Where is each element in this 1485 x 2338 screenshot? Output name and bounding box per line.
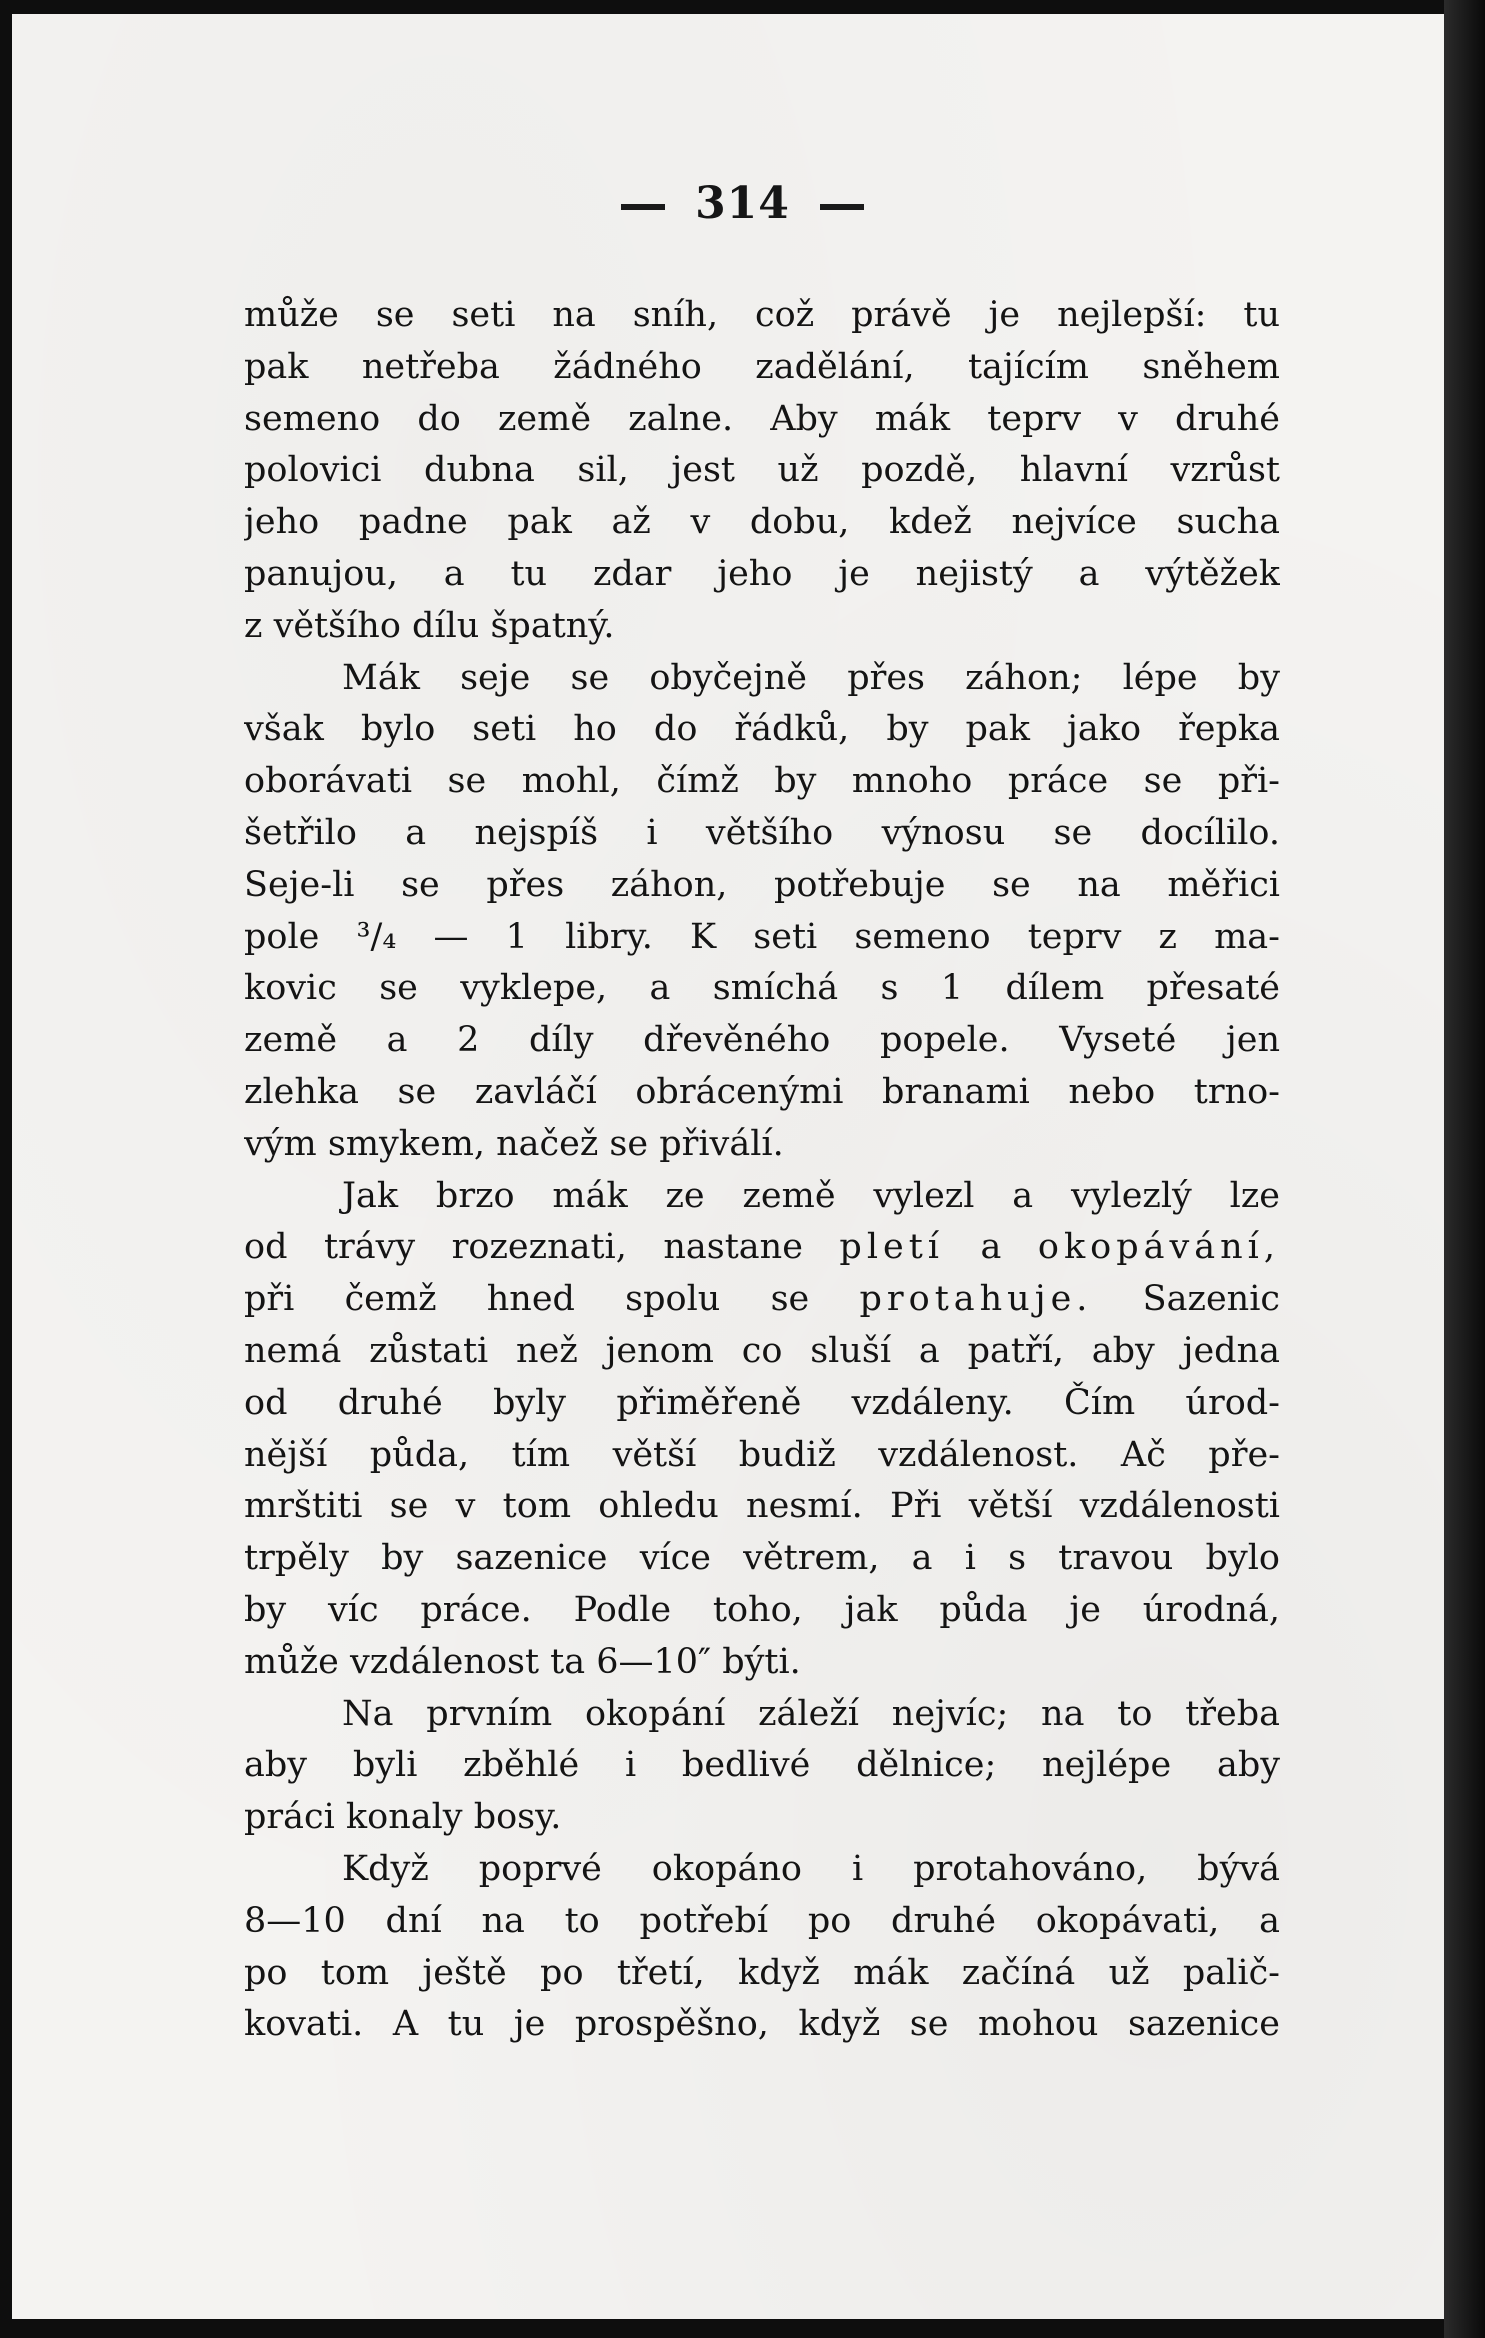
emphasized-term: okopávání, — [1037, 1227, 1280, 1268]
text-line: 8—10 dní na to potřebí po druhé okopávati, a — [244, 1900, 1280, 1941]
text-line: Když poprvé okopáno i protahováno, bývá — [342, 1848, 1280, 1889]
text-line: polovici dubna sil, jest už pozdě, hlavní vzrůst — [244, 450, 1280, 491]
text-line — [244, 1222, 1280, 1274]
text-line: pole ³/₄ — 1 libry. K seti semeno teprv z ma- — [244, 916, 1280, 957]
text-line: nější půda, tím větší budiž vzdálenost. Ač pře- — [244, 1434, 1280, 1475]
header-dash-left — [621, 204, 665, 210]
page-edge-shadow — [1444, 0, 1485, 2338]
emphasized-term: pletí — [839, 1227, 944, 1268]
text-segment: od trávy rozeznati, nastane — [244, 1227, 840, 1268]
text-line: vým smykem, načež se přiválí. — [244, 1123, 784, 1164]
page-number-header — [0, 178, 1485, 229]
text-line — [244, 1274, 1280, 1326]
text-line: z většího dílu špatný. — [244, 605, 615, 646]
text-line: Mák seje se obyčejně přes záhon; lépe by — [342, 657, 1280, 698]
text-line: kovic se vyklepe, a smíchá s 1 dílem přesaté — [244, 968, 1280, 1009]
text-line: Jak brzo mák ze země vylezl a vylezlý lze — [342, 1175, 1280, 1216]
text-line: však bylo seti ho do řádků, by pak jako řepka — [244, 709, 1280, 750]
text-line: po tom ještě po třetí, když mák začíná už palič- — [244, 1952, 1280, 1993]
text-line: mrštiti se v tom ohledu nesmí. Při větší vzdálenosti — [244, 1486, 1280, 1527]
text-line: od druhé byly přiměřeně vzdáleny. Čím úrod- — [244, 1382, 1280, 1423]
text-line: aby byli zběhlé i bedlivé dělnice; nejlépe aby — [244, 1745, 1280, 1786]
text-line: Na prvním okopání záleží nejvíc; na to třeba — [342, 1693, 1280, 1734]
text-line: panujou, a tu zdar jeho je nejistý a výtěžek — [244, 553, 1280, 594]
header-dash-right — [820, 204, 864, 210]
text-line: zlehka se zavláčí obrácenými branami nebo trno- — [244, 1071, 1280, 1112]
text-segment: a — [944, 1227, 1038, 1268]
text-line: by víc práce. Podle toho, jak půda je úrodná, — [244, 1589, 1280, 1630]
text-line: pak netřeba žádného zadělání, tajícím sněhem — [244, 346, 1280, 387]
text-segment: Sazenic — [1092, 1279, 1280, 1320]
text-line: nemá zůstati než jenom co sluší a patří, aby jedna — [244, 1330, 1280, 1371]
text-line: práci konaly bosy. — [244, 1797, 562, 1838]
text-line: kovati. A tu je prospěšno, když se mohou sazenice — [244, 2004, 1280, 2045]
text-line: může se seti na sníh, což právě je nejlepší: tu — [244, 295, 1280, 335]
text-line: semeno do země zalne. Aby mák teprv v druhé — [244, 398, 1280, 439]
text-line: oborávati se mohl, čímž by mnoho práce se při- — [244, 761, 1280, 802]
text-line: jeho padne pak až v dobu, kdež nejvíce sucha — [244, 502, 1280, 543]
text-line: Seje-li se přes záhon, potřebuje se na měřici — [244, 864, 1280, 905]
text-line: země a 2 díly dřevěného popele. Vyseté jen — [244, 1020, 1280, 1061]
page-number: 314 — [695, 178, 790, 229]
body-text — [244, 290, 1280, 2051]
text-line: může vzdálenost ta 6—10″ býti. — [244, 1641, 801, 1682]
emphasized-term: protahuje. — [859, 1279, 1093, 1320]
text-line: šetřilo a nejspíš i většího výnosu se docílilo. — [244, 812, 1280, 853]
text-line: trpěly by sazenice více větrem, a i s travou bylo — [244, 1538, 1280, 1579]
text-segment: při čemž hned spolu se — [244, 1279, 860, 1320]
